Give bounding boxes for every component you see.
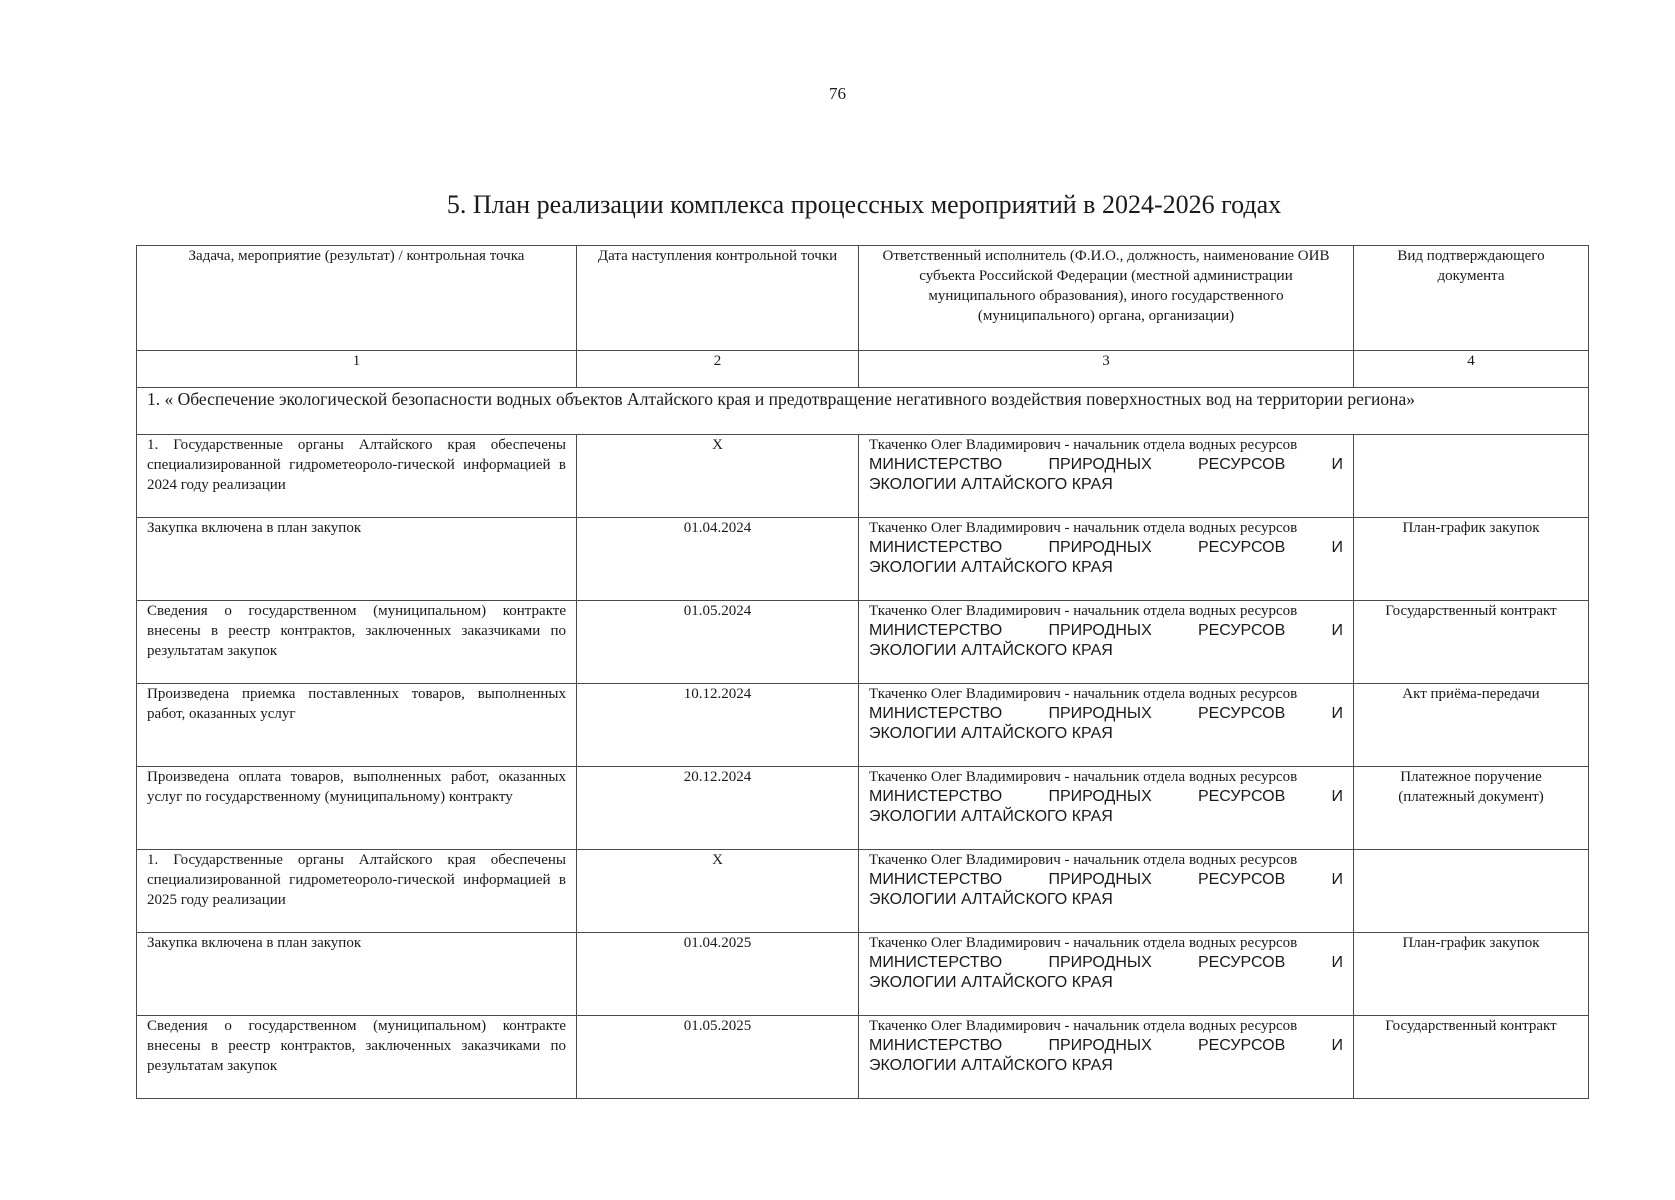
executor-person: Ткаченко Олег Владимирович - начальник отдела водных ресурсов (869, 769, 1298, 785)
executor-person: Ткаченко Олег Владимирович - начальник отдела водных ресурсов (869, 437, 1298, 453)
executor-org-line-2: ЭКОЛОГИИ АЛТАЙСКОГО КРАЯ (869, 1057, 1113, 1074)
section-row (137, 388, 1589, 435)
plan-table (136, 245, 1589, 1099)
org-word: ПРИРОДНЫХ (1048, 1037, 1152, 1054)
document-cell: Государственный контракт (1354, 1016, 1589, 1099)
header-document: Вид подтверждающего документа (1354, 246, 1589, 351)
executor-org-line-2: ЭКОЛОГИИ АЛТАЙСКОГО КРАЯ (869, 725, 1113, 742)
executor-org-line (869, 953, 1343, 973)
executor-org-line (869, 870, 1343, 890)
org-word: ПРИРОДНЫХ (1048, 954, 1152, 971)
executor-org-line-2: ЭКОЛОГИИ АЛТАЙСКОГО КРАЯ (869, 974, 1113, 991)
org-word: ПРИРОДНЫХ (1048, 456, 1152, 473)
date-cell: X (577, 435, 859, 518)
executor-person: Ткаченко Олег Владимирович - начальник отдела водных ресурсов (869, 1018, 1298, 1034)
org-word: ПРИРОДНЫХ (1048, 705, 1152, 722)
org-word: И (1331, 539, 1343, 556)
table-row (137, 767, 1589, 850)
task-cell: Закупка включена в план закупок (137, 518, 577, 601)
org-word: И (1331, 1037, 1343, 1054)
table-row (137, 601, 1589, 684)
org-word: ПРИРОДНЫХ (1048, 539, 1152, 556)
org-word: ПРИРОДНЫХ (1048, 788, 1152, 805)
executor-org-line (869, 621, 1343, 641)
executor-person: Ткаченко Олег Владимирович - начальник отдела водных ресурсов (869, 686, 1298, 702)
section-title: 1. « Обеспечение экологической безопасности водных объектов Алтайского края и предотвращение негативного воздействия поверхностных вод на территории региона» (137, 388, 1589, 435)
executor-cell (859, 933, 1354, 1016)
executor-org-line-2: ЭКОЛОГИИ АЛТАЙСКОГО КРАЯ (869, 476, 1113, 493)
table-row (137, 684, 1589, 767)
org-word: МИНИСТЕРСТВО (869, 705, 1003, 722)
date-cell: 20.12.2024 (577, 767, 859, 850)
date-cell: 01.05.2024 (577, 601, 859, 684)
executor-org-line (869, 704, 1343, 724)
org-word: РЕСУРСОВ (1197, 954, 1286, 971)
org-word: МИНИСТЕРСТВО (869, 1037, 1003, 1054)
date-cell: 10.12.2024 (577, 684, 859, 767)
column-number-row (137, 351, 1589, 388)
executor-org-line (869, 787, 1343, 807)
org-word: И (1331, 954, 1343, 971)
org-word: РЕСУРСОВ (1197, 788, 1286, 805)
executor-cell (859, 850, 1354, 933)
org-word: ПРИРОДНЫХ (1048, 871, 1152, 888)
executor-org-line (869, 455, 1343, 475)
document-cell: Акт приёма-передачи (1354, 684, 1589, 767)
column-number: 4 (1354, 351, 1589, 388)
org-word: МИНИСТЕРСТВО (869, 539, 1003, 556)
org-word: РЕСУРСОВ (1197, 705, 1286, 722)
executor-cell (859, 684, 1354, 767)
table-row (137, 1016, 1589, 1099)
org-word: МИНИСТЕРСТВО (869, 622, 1003, 639)
task-cell: Произведена оплата товаров, выполненных работ, оказанных услуг по государственному (муниципальному) контракту (137, 767, 577, 850)
org-word: И (1331, 456, 1343, 473)
task-cell: Сведения о государственном (муниципальном) контракте внесены в реестр контрактов, заключенных заказчиками по результатам закупок (137, 1016, 577, 1099)
document-cell: Государственный контракт (1354, 601, 1589, 684)
column-number: 2 (577, 351, 859, 388)
executor-org-line (869, 1036, 1343, 1056)
executor-org-line (869, 538, 1343, 558)
header-date: Дата наступления контрольной точки (577, 246, 859, 351)
task-cell: 1. Государственные органы Алтайского края обеспечены специализированной гидрометеороло-гической информацией в 2025 году реализации (137, 850, 577, 933)
header-task: Задача, мероприятие (результат) / контрольная точка (137, 246, 577, 351)
task-cell: Закупка включена в план закупок (137, 933, 577, 1016)
executor-org-line-2: ЭКОЛОГИИ АЛТАЙСКОГО КРАЯ (869, 891, 1113, 908)
executor-person: Ткаченко Олег Владимирович - начальник отдела водных ресурсов (869, 935, 1298, 951)
document-cell: Платежное поручение (платежный документ) (1354, 767, 1589, 850)
org-word: И (1331, 788, 1343, 805)
page-number: 76 (829, 84, 846, 103)
document-title: 5. План реализации комплекса процессных мероприятий в 2024-2026 годах (446, 190, 1282, 219)
executor-cell (859, 518, 1354, 601)
org-word: РЕСУРСОВ (1197, 1037, 1286, 1054)
document-cell: План-график закупок (1354, 518, 1589, 601)
org-word: И (1331, 622, 1343, 639)
org-word: МИНИСТЕРСТВО (869, 871, 1003, 888)
table-row (137, 933, 1589, 1016)
column-number: 3 (859, 351, 1354, 388)
org-word: И (1331, 705, 1343, 722)
org-word: МИНИСТЕРСТВО (869, 954, 1003, 971)
date-cell: 01.04.2024 (577, 518, 859, 601)
executor-person: Ткаченко Олег Владимирович - начальник отдела водных ресурсов (869, 603, 1298, 619)
executor-person: Ткаченко Олег Владимирович - начальник отдела водных ресурсов (869, 852, 1298, 868)
date-cell: X (577, 850, 859, 933)
org-word: МИНИСТЕРСТВО (869, 788, 1003, 805)
table-row (137, 435, 1589, 518)
task-cell: 1. Государственные органы Алтайского края обеспечены специализированной гидрометеороло-гической информацией в 2024 году реализации (137, 435, 577, 518)
org-word: И (1331, 871, 1343, 888)
executor-org-line-2: ЭКОЛОГИИ АЛТАЙСКОГО КРАЯ (869, 642, 1113, 659)
header-executor: Ответственный исполнитель (Ф.И.О., должность, наименование ОИВ субъекта Российской Федерации (местной администрации муниципального образования), иного государственного (муниципального) органа, организации) (859, 246, 1354, 351)
document-cell (1354, 435, 1589, 518)
column-number: 1 (137, 351, 577, 388)
document-cell (1354, 850, 1589, 933)
org-word: МИНИСТЕРСТВО (869, 456, 1003, 473)
executor-cell (859, 1016, 1354, 1099)
task-cell: Сведения о государственном (муниципальном) контракте внесены в реестр контрактов, заключенных заказчиками по результатам закупок (137, 601, 577, 684)
date-cell: 01.05.2025 (577, 1016, 859, 1099)
executor-cell (859, 435, 1354, 518)
org-word: РЕСУРСОВ (1197, 456, 1286, 473)
org-word: ПРИРОДНЫХ (1048, 622, 1152, 639)
executor-cell (859, 767, 1354, 850)
executor-cell (859, 601, 1354, 684)
table-row (137, 518, 1589, 601)
org-word: РЕСУРСОВ (1197, 871, 1286, 888)
document-cell: План-график закупок (1354, 933, 1589, 1016)
task-cell: Произведена приемка поставленных товаров, выполненных работ, оказанных услуг (137, 684, 577, 767)
executor-person: Ткаченко Олег Владимирович - начальник отдела водных ресурсов (869, 520, 1298, 536)
table-header-row (137, 246, 1589, 351)
date-cell: 01.04.2025 (577, 933, 859, 1016)
table-row (137, 850, 1589, 933)
org-word: РЕСУРСОВ (1197, 539, 1286, 556)
org-word: РЕСУРСОВ (1197, 622, 1286, 639)
executor-org-line-2: ЭКОЛОГИИ АЛТАЙСКОГО КРАЯ (869, 559, 1113, 576)
executor-org-line-2: ЭКОЛОГИИ АЛТАЙСКОГО КРАЯ (869, 808, 1113, 825)
